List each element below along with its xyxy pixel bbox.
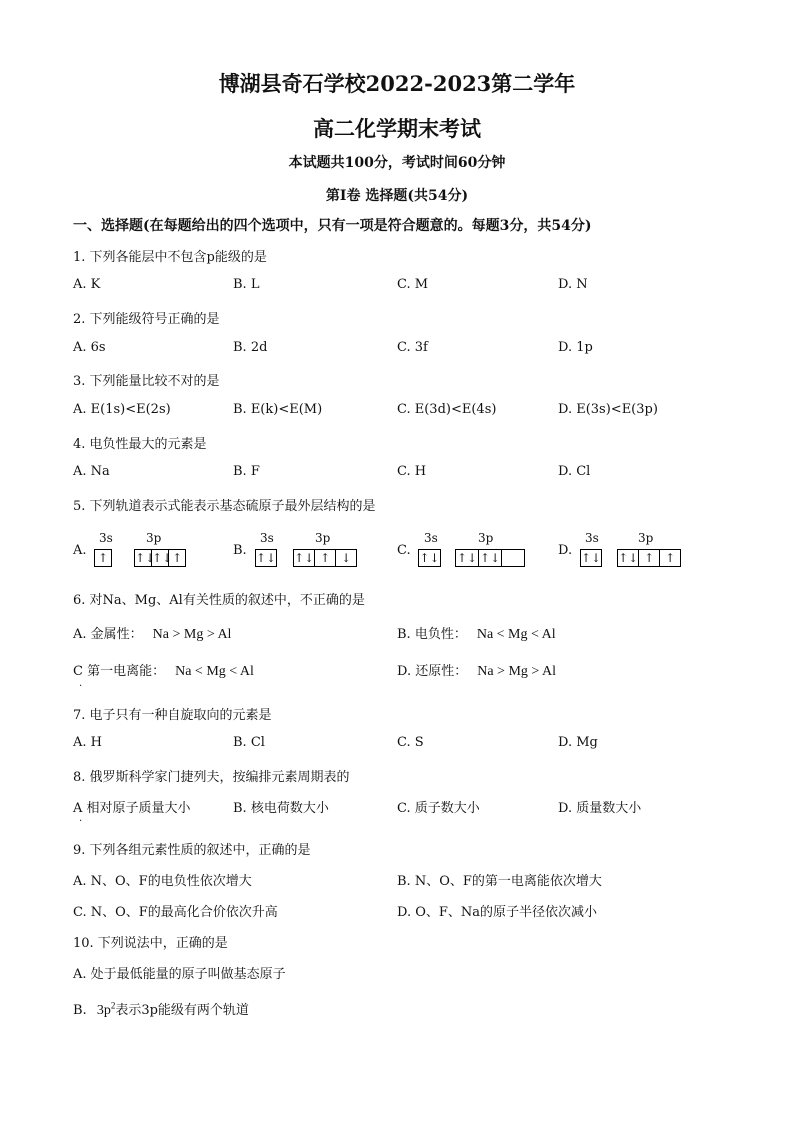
option-b: B. F [233, 464, 260, 479]
option-a: A 相对原子质量大小 [73, 801, 191, 816]
orbital-box-3s: ↑↓ [256, 551, 277, 565]
orbital-box-3p: ↑ [638, 549, 660, 567]
option-c: C. 质子数大小 [397, 801, 480, 816]
question-stem: 2. 下列能级符号正确的是 [73, 312, 220, 327]
orbital-box-3p [501, 549, 525, 567]
orbital-label-3p: 3p [638, 531, 654, 545]
orbital-box-3s: ↑↓ [419, 551, 440, 565]
option-d: D. [558, 543, 573, 558]
orbital-box-3p: ↑↓ [294, 551, 315, 565]
orbital-diagram-a [95, 549, 186, 568]
orbital-box-3p: ↑↓ [457, 551, 478, 565]
option-d [397, 660, 556, 680]
question-stem: 4. 电负性最大的元素是 [73, 437, 207, 452]
option-c [73, 660, 254, 680]
option-a: A. H [73, 735, 102, 750]
orbital-box-3s: ↑ [94, 549, 112, 567]
option-c: C. N、O、F的最高化合价依次升高 [73, 905, 278, 920]
orbital-diagram-c [419, 549, 525, 568]
option-a: A. 处于最低能量的原子叫做基态原子 [73, 967, 286, 982]
question-stem: 7. 电子只有一种自旋取向的元素是 [73, 708, 272, 723]
option-d: D. E(3s)<E(3p) [558, 402, 658, 417]
orbital-label-3s: 3s [260, 531, 274, 545]
option-d: D. O、F、Na的原子半径依次减小 [397, 905, 598, 920]
option-label: C 第一电离能： [73, 664, 166, 679]
option-d: D. N [558, 277, 588, 292]
option-label: D. 还原性： [397, 664, 468, 679]
option-b: B. Cl [233, 735, 265, 750]
option-formula: Na > Mg > Al [152, 627, 232, 642]
option-a: A. E(1s)<E(2s) [73, 402, 171, 417]
option-label: A. 金属性： [73, 627, 143, 642]
option-label: B. [73, 1003, 87, 1018]
orbital-box-3p: ↑↓ [152, 551, 173, 565]
dot-mark: . [79, 678, 83, 689]
orbital-box-3s: ↑↓ [581, 551, 602, 565]
exam-info: 本试题共100分，考试时间60分钟 [288, 155, 506, 171]
orbital-label-3s: 3s [424, 531, 438, 545]
orbital-label-3p: 3p [315, 531, 331, 545]
orbital-box-3p: ↑↓ [135, 551, 156, 565]
option-b: B. E(k)<E(M) [233, 402, 323, 417]
orbital-box-3p: ↑ [314, 549, 336, 567]
section-heading: 一、选择题(在每题给出的四个选项中，只有一项是符合题意的。每题3分，共54分) [73, 218, 592, 234]
orbital-notation: 3p [96, 1003, 111, 1018]
option-c: C. M [397, 277, 429, 292]
orbital-label-3p: 3p [478, 531, 494, 545]
exam-title: 博湖县奇石学校2022-2023第二学年 [218, 71, 576, 96]
option-b: B. L [233, 277, 260, 292]
option-text: 表示3p能级有两个轨道 [115, 1003, 249, 1018]
orbital-label-3s: 3s [585, 531, 599, 545]
option-a: A. [73, 543, 87, 558]
option-d: D. Cl [558, 464, 591, 479]
option-d: D. Mg [558, 735, 598, 750]
orbital-box-3p: ↑↓ [480, 551, 501, 565]
question-stem: 1. 下列各能层中不包含p能级的是 [73, 250, 267, 265]
question-stem: 5. 下列轨道表示式能表示基态硫原子最外层结构的是 [73, 499, 376, 514]
option-c: C. E(3d)<E(4s) [397, 402, 497, 417]
option-a: A. Na [73, 464, 110, 479]
option-a: A. K [73, 277, 101, 292]
dot-mark: . [79, 813, 83, 824]
option-label: B. 电负性： [397, 627, 467, 642]
question-stem: 3. 下列能量比较不对的是 [73, 374, 220, 389]
question-stem: 9. 下列各组元素性质的叙述中，正确的是 [73, 843, 311, 858]
option-c: C. 3f [397, 340, 428, 355]
option-formula: Na > Mg > Al [477, 664, 557, 679]
superscript: 2 [110, 1000, 116, 1011]
option-a: A. N、O、F的电负性依次增大 [73, 874, 252, 889]
option-c: C. [397, 543, 411, 558]
orbital-box-3p: ↑↓ [618, 551, 639, 565]
option-b [73, 999, 249, 1019]
orbital-diagram-d [581, 549, 681, 568]
orbital-box-3p: ↓ [335, 549, 357, 567]
option-a [73, 623, 231, 643]
orbital-label-3p: 3p [146, 531, 162, 545]
option-c: C. H [397, 464, 427, 479]
option-formula: Na < Mg < Al [175, 664, 254, 679]
orbital-label-3s: 3s [99, 531, 113, 545]
volume-heading: 第I卷 选择题(共54分) [325, 188, 469, 204]
option-a: A. 6s [73, 340, 106, 355]
exam-subtitle: 高二化学期末考试 [313, 116, 481, 141]
option-formula [96, 1000, 116, 1018]
option-d: D. 质量数大小 [558, 801, 642, 816]
question-stem: 8. 俄罗斯科学家门捷列夫，按编排元素周期表的 [73, 770, 350, 785]
option-b: B. 2d [233, 340, 268, 355]
option-b: B. N、O、F的第一电离能依次增大 [397, 874, 602, 889]
orbital-box-3p: ↑ [168, 549, 186, 567]
option-b: B. [233, 543, 247, 558]
option-b [397, 623, 556, 643]
option-formula: Na < Mg < Al [476, 627, 556, 642]
question-stem: 10. 下列说法中，正确的是 [73, 936, 228, 951]
option-d: D. 1p [558, 340, 593, 355]
question-stem: 6. 对Na、Mg、Al有关性质的叙述中，不正确的是 [73, 593, 365, 608]
option-c: C. S [397, 735, 424, 750]
orbital-box-3p: ↑ [659, 549, 681, 567]
option-b: B. 核电荷数大小 [233, 801, 329, 816]
orbital-diagram-b [256, 549, 357, 568]
